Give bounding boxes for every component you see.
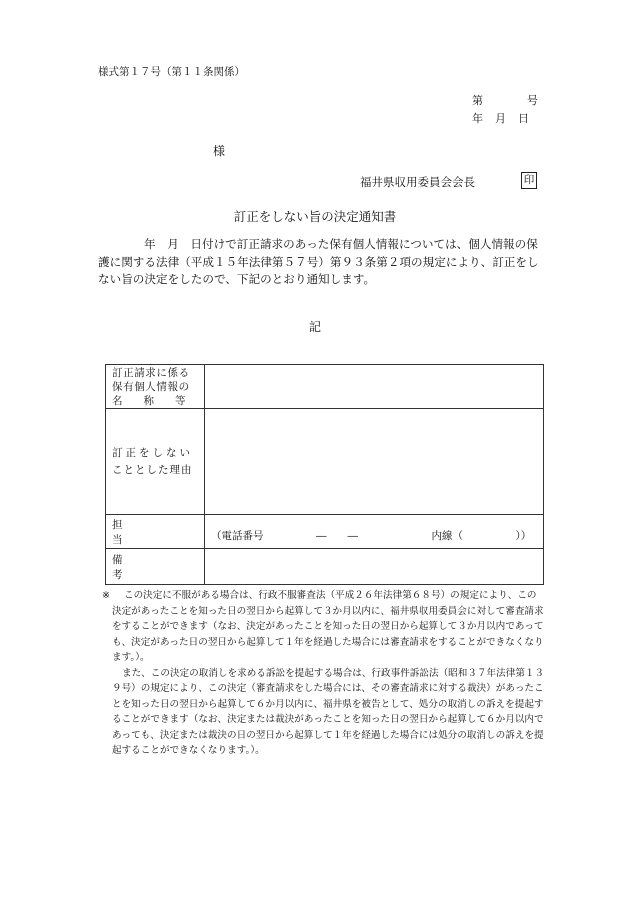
label-cell bbox=[106, 515, 205, 549]
body-text: 年 月 日付けで訂正請求のあった保有個人情報については、個人情報の保護に関する法律（平成１５年法律第５７号）第９３条第２項の規定により、訂正をしない旨の決定をしたので、下記のとおり通知します。 bbox=[98, 237, 539, 286]
notes-section bbox=[102, 588, 546, 759]
row4-label-text: 備考 bbox=[112, 553, 183, 581]
body-paragraph bbox=[98, 236, 548, 289]
label-cell bbox=[106, 409, 205, 515]
label-cell bbox=[106, 365, 205, 409]
note-mark: ※ bbox=[102, 590, 111, 601]
table-row bbox=[106, 409, 544, 515]
sender-name: 福井県収用委員会会長 bbox=[360, 175, 475, 189]
note-text-2: また、この決定の取消しを求める訴訟を提起する場合は、行政事件訴訟法（昭和３７年法律第１３９号）の規定により、この決定（審査請求をした場合には、その審査請求に対する裁決）があったことを知った日の翌日から起算して６か月以内に、福井県を被告として、処分の取消しの訴えを提起することができます（なお、決定または裁決があったことを知った日の翌日から起算して６か月以内であっても、決定または裁決の日の翌日から起算して１年を経過した場合には処分の取消しの訴えを提起することができなくなります。）。 bbox=[112, 667, 545, 756]
number-label: 第 bbox=[472, 94, 483, 107]
contact-text: （電話番号 ― ― 内線（ ）） bbox=[211, 530, 532, 542]
date-day: 日 bbox=[518, 112, 529, 125]
label-cell bbox=[106, 549, 205, 585]
ki-heading: 記 bbox=[308, 320, 321, 334]
row1-label-line3: 名 称 等 bbox=[112, 394, 186, 407]
row2-label-line2: こととした理由 bbox=[112, 463, 193, 476]
row1-label-line1: 訂正請求に係る bbox=[112, 366, 190, 379]
value-cell[interactable] bbox=[205, 409, 544, 515]
date-year: 年 bbox=[472, 112, 483, 125]
contact-cell[interactable] bbox=[205, 515, 544, 549]
document-number bbox=[472, 92, 538, 108]
date-month: 月 bbox=[495, 112, 506, 125]
table-row bbox=[106, 515, 544, 549]
row1-label-line2: 保有個人情報の bbox=[112, 380, 190, 393]
number-suffix: 号 bbox=[527, 94, 538, 107]
form-number: 様式第１７号（第１１条関係） bbox=[98, 66, 245, 78]
row3-label-text: 担当 bbox=[112, 518, 183, 546]
document-title: 訂正をしない旨の決定通知書 bbox=[233, 209, 397, 224]
row3-label bbox=[112, 517, 198, 547]
addressee: 様 bbox=[213, 144, 226, 158]
document-date bbox=[472, 110, 529, 126]
table-row bbox=[106, 365, 544, 409]
note-paragraph-1 bbox=[102, 588, 546, 666]
info-table bbox=[105, 364, 544, 585]
value-cell[interactable] bbox=[205, 549, 544, 585]
note-text-1: この決定に不服がある場合は、行政不服審査法（平成２６年法律第６８号）の規定により、この決定があったことを知った日の翌日から起算して３か月以内に、福井県収用委員会に対して審査請求をすることができます（なお、決定があったことを知った日の翌日から起算して３か月以内であっても、決定があった日の翌日から起算して１年を経過した場合には審査請求をすることができなくなります。）。 bbox=[112, 590, 544, 663]
row2-label-line1: 訂正をしない bbox=[112, 446, 193, 459]
value-cell[interactable] bbox=[205, 365, 544, 409]
seal-box: 印 bbox=[521, 172, 537, 189]
table-row bbox=[106, 549, 544, 585]
row4-label bbox=[112, 552, 198, 582]
note-paragraph-2 bbox=[102, 666, 546, 759]
